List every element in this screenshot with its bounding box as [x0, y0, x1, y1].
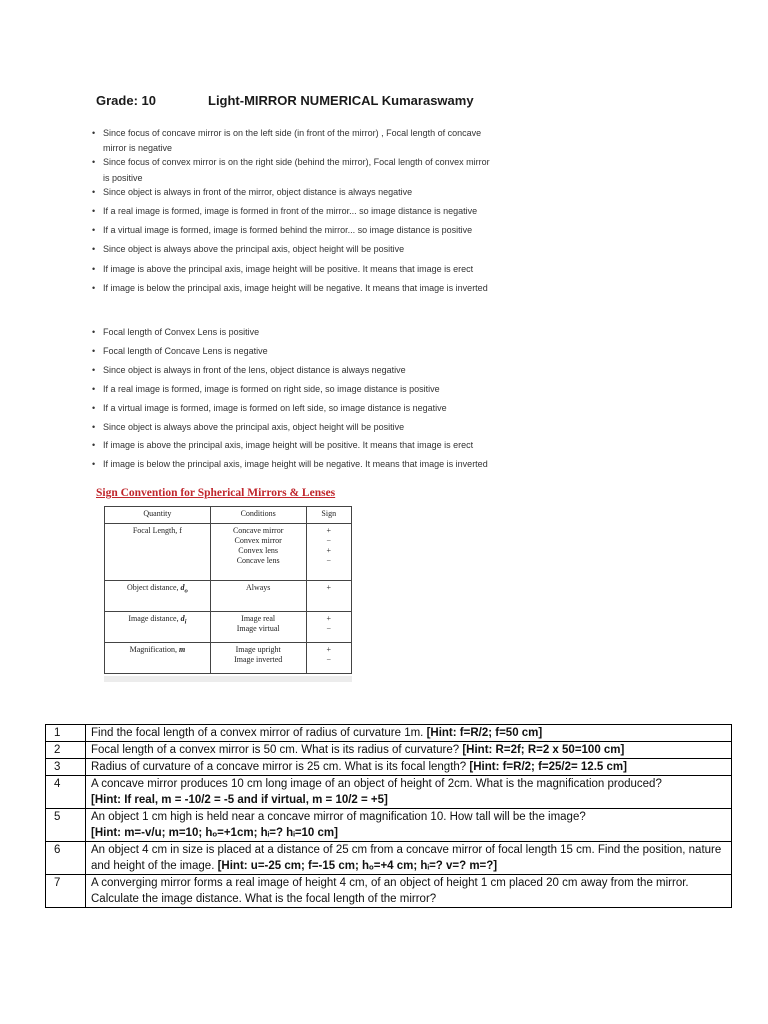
table-row	[46, 725, 732, 742]
table-row	[46, 809, 732, 842]
list-item: • Since focus of concave mirror is on the left side (in front of the mirror) , Focal length of concave	[92, 124, 490, 143]
sign-value: +	[326, 546, 332, 555]
condition-text: Image inverted	[234, 655, 283, 664]
question-body: Focal length of a convex mirror is 50 cm. What is its radius of curvature?	[91, 744, 463, 756]
image-distance-label	[105, 612, 211, 643]
label-symbol: d	[180, 583, 185, 592]
magnification-signs	[306, 643, 351, 674]
image-signs	[306, 612, 351, 643]
question-body: Radius of curvature of a concave mirror is 25 cm. What is its focal length?	[91, 761, 470, 773]
page-title: Light-MIRROR NUMERICAL Kumaraswamy	[208, 93, 474, 108]
question-text	[86, 742, 732, 759]
mirror-sign-rules	[92, 124, 490, 298]
list-item: • Focal length of Concave Lens is negative	[92, 342, 488, 361]
question-hint: [Hint: m=-v/u; m=10; hₒ=+1cm; hᵢ=? hᵢ=10 cm]	[91, 827, 338, 839]
sign-value: −	[326, 624, 332, 633]
list-item: • If image is below the principal axis, image height will be negative. It means that image is inverted	[92, 279, 490, 298]
table-row	[46, 742, 732, 759]
label-text: Magnification,	[129, 645, 179, 654]
condition-text: Image virtual	[236, 624, 280, 633]
question-body: A concave mirror produces 10 cm long image of an object of height of 2cm. What is the magnification produced?	[91, 778, 662, 790]
list-item: • If a real image is formed, image is formed in front of the mirror... so image distance is negative	[92, 202, 490, 221]
list-item: • Since focus of convex mirror is on the right side (behind the mirror), Focal length of convex mirror	[92, 153, 490, 172]
condition-text: Image upright	[235, 645, 281, 654]
list-item-continuation: is positive	[103, 172, 143, 183]
magnification-label	[105, 643, 211, 674]
list-item: • If image is above the principal axis, image height will be positive. It means that image is erect	[92, 436, 488, 455]
question-number: 1	[46, 725, 86, 742]
sign-value: −	[326, 655, 332, 664]
question-text	[86, 842, 732, 875]
label-symbol: m	[178, 645, 186, 654]
question-hint: [Hint: u=-25 cm; f=-15 cm; hₒ=+4 cm; hᵢ=? v=? m=?]	[217, 860, 498, 872]
label-symbol: d	[180, 614, 185, 623]
list-item: • If a real image is formed, image is formed on right side, so image distance is positive	[92, 380, 488, 399]
question-number: 3	[46, 759, 86, 776]
table-shadow-strip	[104, 676, 352, 682]
condition-text: Convex lens	[238, 546, 279, 555]
question-body: An object 1 cm high is held near a concave mirror of magnification 10. How tall will be the image?	[91, 811, 586, 823]
magnification-conditions	[210, 643, 306, 674]
table-row	[46, 776, 732, 809]
question-text	[86, 875, 732, 908]
table-header-row	[105, 507, 352, 524]
question-body: Find the focal length of a convex mirror of radius of curvature 1m.	[91, 727, 427, 739]
label-text: Image distance,	[128, 614, 181, 623]
list-item: • If image is above the principal axis, image height will be positive. It means that image is erect	[92, 260, 490, 279]
header-sign: Sign	[306, 507, 351, 524]
question-hint: [Hint: If real, m = -10/2 = -5 and if virtual, m = 10/2 = +5]	[91, 794, 388, 806]
question-number: 6	[46, 842, 86, 875]
condition-text: Concave lens	[236, 556, 280, 565]
question-text	[86, 809, 732, 842]
table-row	[105, 643, 352, 674]
sign-value: +	[326, 583, 332, 592]
label-subscript: i	[184, 618, 187, 626]
condition-text: Concave mirror	[232, 526, 284, 535]
sign-value: +	[326, 526, 332, 535]
image-conditions	[210, 612, 306, 643]
table-row	[46, 842, 732, 875]
questions-table	[45, 724, 732, 908]
question-hint: [Hint: R=2f; R=2 x 50=100 cm]	[462, 744, 625, 756]
table-row	[105, 581, 352, 612]
grade-label: Grade: 10	[96, 93, 156, 108]
question-number: 2	[46, 742, 86, 759]
question-number: 4	[46, 776, 86, 809]
sign-convention-table	[104, 506, 352, 674]
table-row	[46, 759, 732, 776]
question-hint: [Hint: f=R/2; f=50 cm]	[426, 727, 543, 739]
object-conditions	[210, 581, 306, 612]
header-quantity: Quantity	[105, 507, 211, 524]
question-text	[86, 725, 732, 742]
table-row	[46, 875, 732, 908]
table-row	[105, 524, 352, 581]
sign-value: +	[326, 614, 332, 623]
label-subscript: o	[184, 587, 188, 595]
sign-value: −	[326, 556, 332, 565]
list-item: • If a virtual image is formed, image is formed behind the mirror... so image distance is positive	[92, 221, 490, 240]
condition-text: Image real	[241, 614, 276, 623]
label-text: Object distance,	[126, 583, 181, 592]
question-number: 7	[46, 875, 86, 908]
question-body: An object 4 cm in size is placed at a distance of 25 cm from a concave mirror of focal length 15 cm. Find the position, nature and height of the image.	[91, 844, 722, 872]
condition-text: Convex mirror	[234, 536, 282, 545]
question-body: A converging mirror forms a real image of height 4 cm, of an object of height 1 cm placed 20 cm away from the mirror. Calculate the image distance. What is the focal length of the mirror?	[91, 877, 689, 905]
object-distance-label	[105, 581, 211, 612]
list-item: • Since object is always in front of the lens, object distance is always negative	[92, 361, 488, 380]
focal-signs	[306, 524, 351, 581]
list-item: • Since object is always in front of the mirror, object distance is always negative	[92, 183, 490, 202]
question-number: 5	[46, 809, 86, 842]
question-hint: [Hint: f=R/2; f=25/2= 12.5 cm]	[469, 761, 627, 773]
lens-sign-rules	[92, 323, 488, 474]
object-signs	[306, 581, 351, 612]
list-item: • If a virtual image is formed, image is formed on left side, so image distance is negative	[92, 399, 488, 418]
list-item: • Since object is always above the principal axis, object height will be positive	[92, 240, 490, 259]
list-item: • Since object is always above the principal axis, object height will be positive	[92, 418, 488, 437]
list-item-continuation: mirror is negative	[103, 143, 173, 154]
list-item: • If image is below the principal axis, image height will be negative. It means that image is inverted	[92, 455, 488, 474]
sign-value: +	[326, 645, 332, 654]
focal-conditions	[210, 524, 306, 581]
header-conditions: Conditions	[210, 507, 306, 524]
question-text	[86, 759, 732, 776]
question-text	[86, 776, 732, 809]
sign-value: −	[326, 536, 332, 545]
condition-text: Always	[245, 583, 271, 592]
sign-convention-title: Sign Convention for Spherical Mirrors & Lenses	[96, 487, 336, 499]
focal-length-label: Focal Length, f	[105, 524, 211, 581]
list-item: • Focal length of Convex Lens is positive	[92, 323, 488, 342]
table-row	[105, 612, 352, 643]
